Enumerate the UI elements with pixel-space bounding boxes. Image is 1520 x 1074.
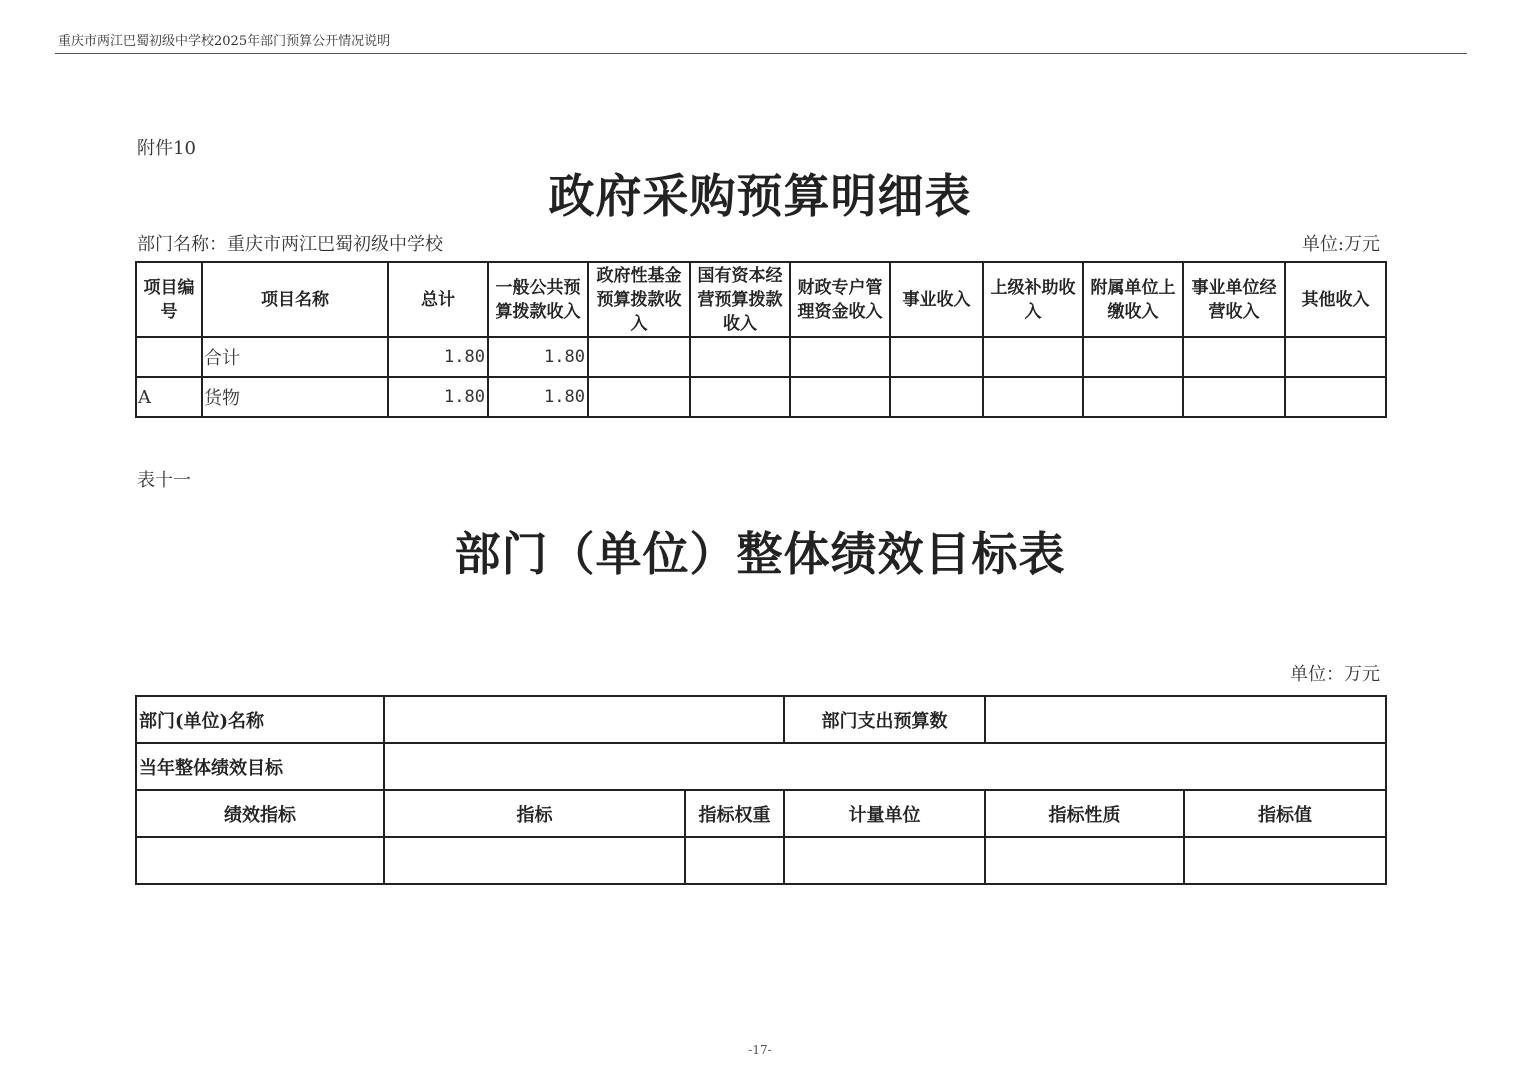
header-perf-indicator: 绩效指标 [136, 790, 384, 837]
cell-empty [1183, 377, 1285, 417]
col-header-business-income: 事业收入 [890, 262, 983, 337]
header-rule [55, 53, 1467, 54]
procurement-table [135, 261, 1387, 418]
performance-title: 部门（单位）整体绩效目标表 [454, 527, 1066, 581]
col-header-special-account: 财政专户管理资金收入 [790, 262, 890, 337]
cell-empty [1183, 337, 1285, 377]
cell-empty [1285, 337, 1386, 377]
cell-empty [690, 377, 790, 417]
col-header-general-budget: 一般公共预算拨款收入 [488, 262, 588, 337]
table-row [136, 337, 1386, 377]
section-label: 表十一 [137, 470, 191, 491]
cell-general: 1.80 [488, 337, 588, 377]
header-weight: 指标权重 [685, 790, 784, 837]
cell-name: 货物 [202, 377, 388, 417]
attachment-label: 附件10 [137, 138, 196, 159]
col-header-state-capital: 国有资本经营预算拨款收入 [690, 262, 790, 337]
procurement-title: 政府采购预算明细表 [548, 169, 972, 223]
cell-empty [1083, 377, 1183, 417]
cell-empty [983, 377, 1083, 417]
col-header-other-income: 其他收入 [1285, 262, 1386, 337]
goal-label: 当年整体绩效目标 [136, 743, 384, 790]
department-name: 部门名称：重庆市两江巴蜀初级中学校 [137, 234, 443, 255]
table-row [136, 837, 1386, 884]
cell-general: 1.80 [488, 377, 588, 417]
cell-empty [685, 837, 784, 884]
goal-row [136, 743, 1386, 790]
cell-empty [1083, 337, 1183, 377]
dept-name-row [136, 696, 1386, 743]
budget-value [985, 696, 1386, 743]
col-header-name: 项目名称 [202, 262, 388, 337]
cell-empty [790, 377, 890, 417]
cell-empty [985, 837, 1184, 884]
performance-table [135, 695, 1387, 885]
cell-empty [1285, 377, 1386, 417]
col-header-total: 总计 [388, 262, 488, 337]
col-header-affiliated-units: 附属单位上缴收入 [1083, 262, 1183, 337]
col-header-operating-income: 事业单位经营收入 [1183, 262, 1285, 337]
cell-empty [983, 337, 1083, 377]
cell-empty [588, 337, 690, 377]
col-header-code: 项目编号 [136, 262, 202, 337]
indicator-header-row [136, 790, 1386, 837]
cell-name: 合计 [202, 337, 388, 377]
cell-empty [1184, 837, 1386, 884]
procurement-unit: 单位:万元 [1301, 234, 1380, 255]
table-row [136, 377, 1386, 417]
budget-label: 部门支出预算数 [784, 696, 985, 743]
cell-total: 1.80 [388, 337, 488, 377]
goal-value [384, 743, 1386, 790]
cell-empty [588, 377, 690, 417]
page-number: -17- [748, 1043, 772, 1057]
running-header: 重庆市两江巴蜀初级中学校2025年部门预算公开情况说明 [58, 34, 391, 49]
cell-code [136, 337, 202, 377]
header-measure-unit: 计量单位 [784, 790, 985, 837]
dept-name-value [384, 696, 784, 743]
cell-empty [890, 377, 983, 417]
header-nature: 指标性质 [985, 790, 1184, 837]
col-header-superior-subsidy: 上级补助收入 [983, 262, 1083, 337]
cell-empty [790, 337, 890, 377]
header-value: 指标值 [1184, 790, 1386, 837]
cell-total: 1.80 [388, 377, 488, 417]
cell-empty [690, 337, 790, 377]
dept-name-label: 部门(单位)名称 [136, 696, 384, 743]
procurement-header-row [136, 262, 1386, 337]
cell-code: A [136, 377, 202, 417]
col-header-gov-fund: 政府性基金预算拨款收入 [588, 262, 690, 337]
performance-unit: 单位：万元 [1290, 664, 1380, 685]
cell-empty [890, 337, 983, 377]
cell-empty [384, 837, 685, 884]
cell-empty [136, 837, 384, 884]
cell-empty [784, 837, 985, 884]
header-indicator: 指标 [384, 790, 685, 837]
